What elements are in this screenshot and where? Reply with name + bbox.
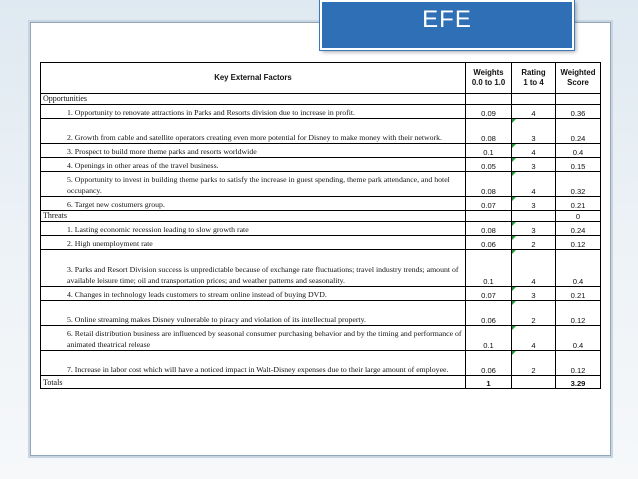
table-row: [41, 301, 601, 326]
factor-text: 3. Prospect to build more theme parks and resorts worldwide: [41, 144, 466, 158]
weight-cell: 0.07: [466, 287, 512, 301]
header-score-line1: Weighted: [560, 68, 596, 77]
section-row-threats: [41, 211, 601, 222]
rating-cell: 2: [512, 236, 556, 250]
weight-cell: 0.08: [466, 119, 512, 144]
header-weights: [466, 63, 512, 94]
rating-cell: 4: [512, 326, 556, 351]
weight-cell: 0.05: [466, 158, 512, 172]
table-row: [41, 250, 601, 287]
score-cell: 0.24: [556, 119, 601, 144]
rating-cell: 3: [512, 197, 556, 211]
header-score-line2: Score: [567, 78, 589, 87]
header-score: [556, 63, 601, 94]
rating-cell: 3: [512, 158, 556, 172]
weight-cell: 0.1: [466, 326, 512, 351]
totals-row: [41, 376, 601, 389]
score-cell: 0.15: [556, 158, 601, 172]
rating-cell: 3: [512, 287, 556, 301]
header-weights-line1: Weights: [473, 68, 504, 77]
score-cell: 0.36: [556, 105, 601, 119]
threats-score-cell: 0: [556, 211, 601, 222]
totals-weight: 1: [466, 376, 512, 389]
weight-cell: 0.1: [466, 250, 512, 287]
section-label-threats: Threats: [41, 211, 466, 222]
score-cell: 0.21: [556, 197, 601, 211]
factor-text: 4. Changes in technology leads customers to stream online instead of buying DVD.: [41, 287, 466, 301]
header-rating-line2: 1 to 4: [523, 78, 544, 87]
score-cell: 0.12: [556, 236, 601, 250]
factor-text: 6. Retail distribution business are influenced by seasonal consumer purchasing behavior and by the timing and performance of animated theatrical release: [41, 326, 466, 351]
slide-title: EFE: [320, 0, 574, 50]
factor-text: 4. Openings in other areas of the travel business.: [41, 158, 466, 172]
factor-text: 3. Parks and Resort Division success is unpredictable because of exchange rate fluctuations; travel industry trends; amount of available leisure time; oil and transportation prices; and weather patterns and seasonality.: [41, 250, 466, 287]
rating-cell: 4: [512, 250, 556, 287]
table-row: [41, 236, 601, 250]
header-row: [41, 63, 601, 94]
table-row: [41, 119, 601, 144]
score-cell: 0.12: [556, 351, 601, 376]
score-cell: 0.4: [556, 250, 601, 287]
rating-cell: 4: [512, 172, 556, 197]
efe-table-container: [40, 62, 600, 389]
table-row: [41, 287, 601, 301]
rating-cell: 4: [512, 144, 556, 158]
table-row: [41, 172, 601, 197]
table-row: [41, 222, 601, 236]
table-row: [41, 351, 601, 376]
table-row: [41, 105, 601, 119]
rating-cell: 4: [512, 105, 556, 119]
header-factors: Key External Factors: [41, 63, 466, 94]
header-rating: [512, 63, 556, 94]
efe-table: [40, 62, 601, 389]
factor-text: 2. Growth from cable and satellite operators creating even more potential for Disney to make money with their network.: [41, 119, 466, 144]
table-row: [41, 197, 601, 211]
factor-text: 5. Online streaming makes Disney vulnerable to piracy and violation of its intellectual property.: [41, 301, 466, 326]
section-label-opportunities: Opportunities: [41, 94, 466, 105]
factor-text: 7. Increase in labor cost which will have a noticed impact in Walt-Disney expenses due to their large amount of employee.: [41, 351, 466, 376]
weight-cell: 0.07: [466, 197, 512, 211]
rating-cell: 2: [512, 301, 556, 326]
rating-cell: 3: [512, 222, 556, 236]
factor-text: 5. Opportunity to invest in building theme parks to satisfy the increase in guest spending, theme park attendance, and hotel occupancy.: [41, 172, 466, 197]
rating-cell: 3: [512, 119, 556, 144]
score-cell: 0.4: [556, 326, 601, 351]
weight-cell: 0.08: [466, 172, 512, 197]
section-row-opportunities: [41, 94, 601, 105]
header-weights-line2: 0.0 to 1.0: [471, 78, 506, 87]
score-cell: 0.12: [556, 301, 601, 326]
totals-score: 3.29: [556, 376, 601, 389]
table-row: [41, 158, 601, 172]
weight-cell: 0.06: [466, 236, 512, 250]
weight-cell: 0.06: [466, 351, 512, 376]
weight-cell: 0.06: [466, 301, 512, 326]
header-rating-line1: Rating: [521, 68, 546, 77]
score-cell: 0.32: [556, 172, 601, 197]
factor-text: 1. Lasting economic recession leading to slow growth rate: [41, 222, 466, 236]
score-cell: 0.24: [556, 222, 601, 236]
factor-text: 1. Opportunity to renovate attractions in Parks and Resorts division due to increase in profit.: [41, 105, 466, 119]
totals-label: Totals: [41, 376, 466, 389]
factor-text: 2. High unemployment rate: [41, 236, 466, 250]
weight-cell: 0.08: [466, 222, 512, 236]
weight-cell: 0.1: [466, 144, 512, 158]
score-cell: 0.21: [556, 287, 601, 301]
weight-cell: 0.09: [466, 105, 512, 119]
factor-text: 6. Target new costumers group.: [41, 197, 466, 211]
table-row: [41, 326, 601, 351]
rating-cell: 2: [512, 351, 556, 376]
score-cell: 0.4: [556, 144, 601, 158]
table-row: [41, 144, 601, 158]
